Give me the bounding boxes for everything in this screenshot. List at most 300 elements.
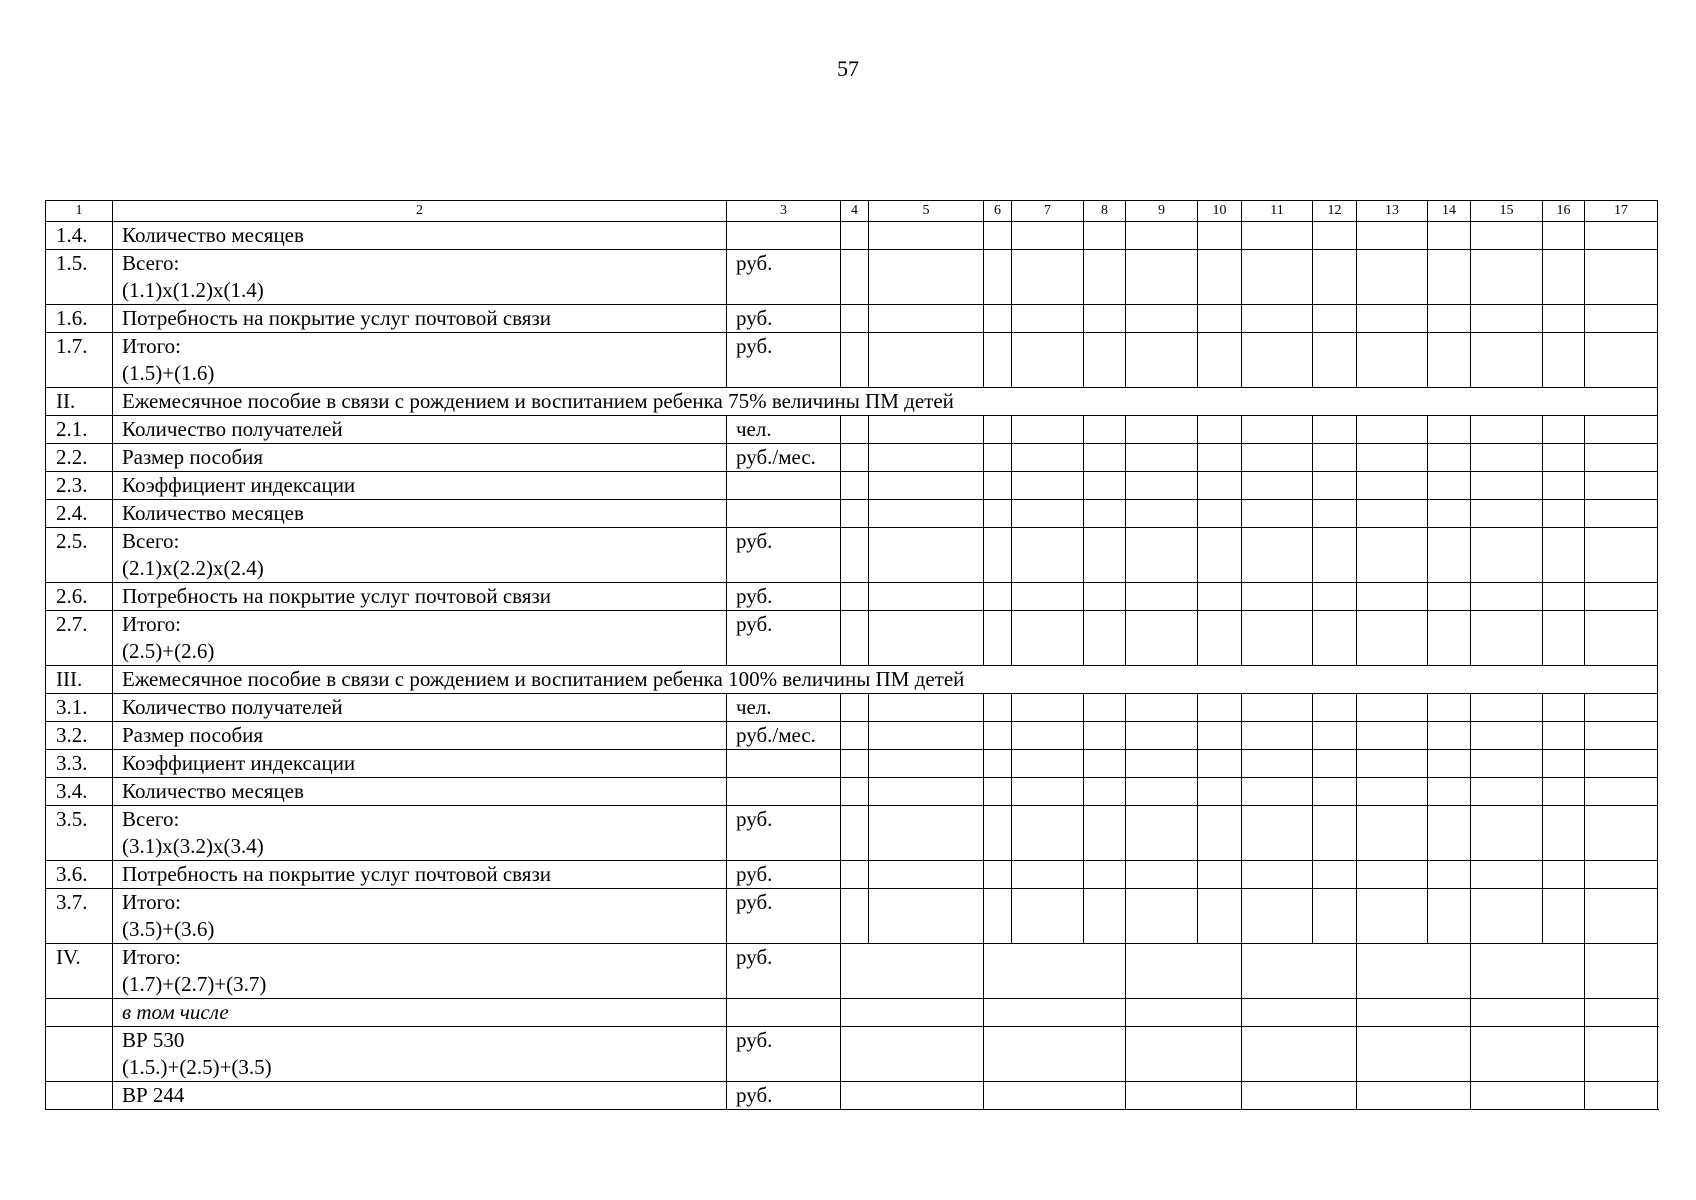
table-row <box>46 750 1658 778</box>
row-label: Коэффициент индексации <box>122 473 356 497</box>
header-cell: 2 <box>113 201 727 222</box>
merged-value-cell <box>1126 1082 1242 1110</box>
value-cell <box>1242 444 1313 472</box>
row-label: в том числе <box>122 1000 229 1024</box>
value-cell <box>1084 333 1126 388</box>
value-cell <box>1471 722 1543 750</box>
row-description <box>113 250 727 305</box>
value-cell <box>1012 250 1084 305</box>
value-cell <box>984 611 1012 666</box>
row-unit <box>727 222 841 250</box>
value-cell <box>1242 861 1313 889</box>
row-unit: руб. <box>727 611 841 666</box>
row-label: Итого: <box>122 945 181 969</box>
header-cell: 4 <box>841 201 869 222</box>
value-cell <box>841 305 869 333</box>
value-cell <box>1471 750 1543 778</box>
table-row <box>46 222 1658 250</box>
table-row <box>46 778 1658 806</box>
row-formula: (1.5)+(1.6) <box>122 361 215 385</box>
value-cell <box>1585 500 1658 528</box>
row-number: 3.3. <box>46 750 113 778</box>
value-cell <box>984 528 1012 583</box>
table-row <box>46 333 1658 388</box>
value-cell <box>1585 750 1658 778</box>
value-cell <box>1543 528 1585 583</box>
page-number: 57 <box>837 56 859 81</box>
value-cell <box>1126 444 1198 472</box>
row-unit <box>727 999 841 1027</box>
value-cell <box>1428 500 1471 528</box>
row-number: 3.4. <box>46 778 113 806</box>
value-cell <box>1471 222 1543 250</box>
value-cell <box>1428 444 1471 472</box>
value-cell <box>1585 333 1658 388</box>
value-cell <box>1084 722 1126 750</box>
value-cell <box>1126 416 1198 444</box>
value-cell <box>1126 500 1198 528</box>
merged-value-cell <box>984 944 1126 999</box>
header-cell: 16 <box>1543 201 1585 222</box>
value-cell <box>1012 806 1084 861</box>
header-row <box>46 201 1658 222</box>
row-description <box>113 528 727 583</box>
value-cell <box>1471 250 1543 305</box>
value-cell <box>1012 222 1084 250</box>
value-cell <box>1357 472 1428 500</box>
value-cell <box>1242 583 1313 611</box>
row-description <box>113 416 727 444</box>
value-cell <box>1428 778 1471 806</box>
row-description <box>113 305 727 333</box>
row-label: ВР 244 <box>122 1083 185 1107</box>
header-cell: 8 <box>1084 201 1126 222</box>
row-description <box>113 500 727 528</box>
value-cell <box>1357 722 1428 750</box>
value-cell <box>1012 500 1084 528</box>
row-number: 2.6. <box>46 583 113 611</box>
merged-value-cell <box>1242 1027 1357 1082</box>
merged-value-cell <box>1242 999 1357 1027</box>
table-row <box>46 444 1658 472</box>
value-cell <box>869 889 984 944</box>
value-cell <box>1543 611 1585 666</box>
value-cell <box>1585 889 1658 944</box>
merged-value-cell <box>1585 944 1658 999</box>
value-cell <box>1471 305 1543 333</box>
table-row <box>46 1027 1658 1082</box>
value-cell <box>1428 722 1471 750</box>
value-cell <box>1357 806 1428 861</box>
row-description <box>113 750 727 778</box>
row-number: 1.4. <box>46 222 113 250</box>
value-cell <box>1313 694 1357 722</box>
merged-value-cell <box>1126 999 1242 1027</box>
table-row <box>46 1082 1658 1110</box>
row-formula: (1.5.)+(2.5)+(3.5) <box>122 1055 272 1079</box>
value-cell <box>1428 806 1471 861</box>
row-number: 1.5. <box>46 250 113 305</box>
row-label: Всего: <box>122 807 180 831</box>
value-cell <box>1084 472 1126 500</box>
row-label: Количество месяцев <box>122 779 304 803</box>
value-cell <box>984 806 1012 861</box>
value-cell <box>1126 694 1198 722</box>
header-cell: 9 <box>1126 201 1198 222</box>
value-cell <box>841 416 869 444</box>
value-cell <box>869 305 984 333</box>
value-cell <box>1313 611 1357 666</box>
row-unit: руб. <box>727 1082 841 1110</box>
value-cell <box>1012 444 1084 472</box>
row-description <box>113 1082 727 1110</box>
row-number: 1.6. <box>46 305 113 333</box>
row-unit: руб. <box>727 333 841 388</box>
value-cell <box>984 416 1012 444</box>
value-cell <box>1012 416 1084 444</box>
value-cell <box>1585 528 1658 583</box>
report-table <box>45 200 1658 1110</box>
row-description <box>113 694 727 722</box>
row-label: Размер пособия <box>122 445 264 469</box>
value-cell <box>1084 611 1126 666</box>
value-cell <box>1428 528 1471 583</box>
value-cell <box>1428 222 1471 250</box>
value-cell <box>1357 694 1428 722</box>
value-cell <box>1198 778 1242 806</box>
row-number: 2.4. <box>46 500 113 528</box>
value-cell <box>1313 416 1357 444</box>
value-cell <box>841 583 869 611</box>
value-cell <box>869 444 984 472</box>
row-formula: (1.1)x(1.2)x(1.4) <box>122 278 264 302</box>
value-cell <box>869 472 984 500</box>
value-cell <box>1242 750 1313 778</box>
value-cell <box>841 722 869 750</box>
value-cell <box>869 250 984 305</box>
value-cell <box>1126 722 1198 750</box>
value-cell <box>1084 528 1126 583</box>
value-cell <box>1428 472 1471 500</box>
row-unit <box>727 778 841 806</box>
value-cell <box>1313 250 1357 305</box>
value-cell <box>1313 444 1357 472</box>
value-cell <box>1428 583 1471 611</box>
value-cell <box>1084 305 1126 333</box>
merged-value-cell <box>1357 1027 1471 1082</box>
value-cell <box>1012 861 1084 889</box>
row-unit: чел. <box>727 416 841 444</box>
row-label: Потребность на покрытие услуг почтовой связи <box>122 306 551 330</box>
value-cell <box>1313 222 1357 250</box>
value-cell <box>1357 250 1428 305</box>
value-cell <box>869 722 984 750</box>
value-cell <box>1126 889 1198 944</box>
value-cell <box>1313 722 1357 750</box>
row-formula: (3.5)+(3.6) <box>122 917 215 941</box>
row-number: 2.7. <box>46 611 113 666</box>
value-cell <box>841 861 869 889</box>
table-row <box>46 416 1658 444</box>
value-cell <box>1242 722 1313 750</box>
value-cell <box>1126 750 1198 778</box>
value-cell <box>1012 472 1084 500</box>
value-cell <box>1084 250 1126 305</box>
value-cell <box>1012 722 1084 750</box>
row-unit: чел. <box>727 694 841 722</box>
value-cell <box>1242 250 1313 305</box>
value-cell <box>984 750 1012 778</box>
row-description <box>113 583 727 611</box>
value-cell <box>1585 694 1658 722</box>
table-row <box>46 528 1658 583</box>
value-cell <box>841 778 869 806</box>
row-formula: (3.1)x(3.2)x(3.4) <box>122 834 264 858</box>
value-cell <box>1471 611 1543 666</box>
value-cell <box>1198 250 1242 305</box>
row-description <box>113 444 727 472</box>
value-cell <box>1471 889 1543 944</box>
value-cell <box>1357 583 1428 611</box>
merged-value-cell <box>1585 1027 1658 1082</box>
merged-value-cell <box>841 1082 984 1110</box>
table-row <box>46 722 1658 750</box>
value-cell <box>1242 778 1313 806</box>
value-cell <box>869 416 984 444</box>
value-cell <box>1585 472 1658 500</box>
merged-value-cell <box>1585 1082 1658 1110</box>
value-cell <box>1198 500 1242 528</box>
value-cell <box>1198 694 1242 722</box>
row-label: Количество получателей <box>122 695 343 719</box>
value-cell <box>841 333 869 388</box>
header-cell: 15 <box>1471 201 1543 222</box>
value-cell <box>1313 333 1357 388</box>
value-cell <box>869 694 984 722</box>
value-cell <box>1428 694 1471 722</box>
merged-value-cell <box>984 999 1126 1027</box>
value-cell <box>1242 416 1313 444</box>
value-cell <box>1126 333 1198 388</box>
row-label: Количество получателей <box>122 417 343 441</box>
value-cell <box>1126 305 1198 333</box>
value-cell <box>1428 861 1471 889</box>
value-cell <box>1471 694 1543 722</box>
value-cell <box>1126 250 1198 305</box>
table-row <box>46 500 1658 528</box>
row-number: 2.1. <box>46 416 113 444</box>
merged-value-cell <box>841 999 984 1027</box>
value-cell <box>841 750 869 778</box>
value-cell <box>1428 250 1471 305</box>
value-cell <box>869 750 984 778</box>
value-cell <box>1543 444 1585 472</box>
row-number <box>46 1082 113 1110</box>
value-cell <box>1242 500 1313 528</box>
merged-value-cell <box>1471 944 1585 999</box>
row-number: 2.5. <box>46 528 113 583</box>
header-cell: 13 <box>1357 201 1428 222</box>
value-cell <box>1585 806 1658 861</box>
value-cell <box>1471 416 1543 444</box>
row-number: 1.7. <box>46 333 113 388</box>
value-cell <box>869 611 984 666</box>
table-row <box>46 889 1658 944</box>
value-cell <box>1543 333 1585 388</box>
row-unit: руб. <box>727 861 841 889</box>
value-cell <box>1084 416 1126 444</box>
value-cell <box>1357 333 1428 388</box>
value-cell <box>1012 889 1084 944</box>
value-cell <box>1126 861 1198 889</box>
merged-value-cell <box>1471 1082 1585 1110</box>
row-unit: руб. <box>727 806 841 861</box>
row-number <box>46 1027 113 1082</box>
row-description <box>113 222 727 250</box>
value-cell <box>1313 750 1357 778</box>
value-cell <box>1126 528 1198 583</box>
value-cell <box>1012 694 1084 722</box>
row-label: Размер пособия <box>122 723 264 747</box>
row-label: Всего: <box>122 529 180 553</box>
value-cell <box>1126 806 1198 861</box>
row-label: Количество месяцев <box>122 501 304 525</box>
value-cell <box>869 222 984 250</box>
value-cell <box>1585 611 1658 666</box>
value-cell <box>1357 889 1428 944</box>
value-cell <box>841 444 869 472</box>
value-cell <box>1012 305 1084 333</box>
value-cell <box>1198 889 1242 944</box>
value-cell <box>1543 722 1585 750</box>
value-cell <box>1198 806 1242 861</box>
row-unit: руб. <box>727 889 841 944</box>
value-cell <box>1084 889 1126 944</box>
header-cell: 14 <box>1428 201 1471 222</box>
table-row <box>46 583 1658 611</box>
row-number: 2.2. <box>46 444 113 472</box>
value-cell <box>1126 583 1198 611</box>
value-cell <box>841 611 869 666</box>
row-number: III. <box>46 666 113 694</box>
value-cell <box>1428 333 1471 388</box>
value-cell <box>1313 806 1357 861</box>
value-cell <box>1242 528 1313 583</box>
value-cell <box>1357 500 1428 528</box>
row-description <box>113 778 727 806</box>
value-cell <box>1357 444 1428 472</box>
value-cell <box>841 528 869 583</box>
value-cell <box>1313 500 1357 528</box>
row-description <box>113 472 727 500</box>
header-cell: 10 <box>1198 201 1242 222</box>
value-cell <box>984 222 1012 250</box>
merged-value-cell <box>984 1082 1126 1110</box>
value-cell <box>1313 778 1357 806</box>
merged-value-cell <box>1242 1082 1357 1110</box>
value-cell <box>1012 333 1084 388</box>
value-cell <box>1428 750 1471 778</box>
row-description <box>113 806 727 861</box>
row-description <box>113 944 727 999</box>
value-cell <box>1084 583 1126 611</box>
value-cell <box>1313 583 1357 611</box>
value-cell <box>1126 611 1198 666</box>
row-label: Коэффициент индексации <box>122 751 356 775</box>
value-cell <box>1357 416 1428 444</box>
value-cell <box>1242 305 1313 333</box>
value-cell <box>869 528 984 583</box>
value-cell <box>1357 305 1428 333</box>
header-cell: 11 <box>1242 201 1313 222</box>
value-cell <box>1242 472 1313 500</box>
value-cell <box>1357 222 1428 250</box>
value-cell <box>1313 889 1357 944</box>
value-cell <box>869 333 984 388</box>
value-cell <box>841 472 869 500</box>
table-row <box>46 999 1658 1027</box>
row-unit: руб. <box>727 250 841 305</box>
value-cell <box>1585 222 1658 250</box>
value-cell <box>1543 694 1585 722</box>
header-cell: 3 <box>727 201 841 222</box>
merged-value-cell <box>1585 999 1658 1027</box>
value-cell <box>1543 778 1585 806</box>
header-cell: 5 <box>869 201 984 222</box>
value-cell <box>1585 416 1658 444</box>
table-row <box>46 694 1658 722</box>
value-cell <box>1084 222 1126 250</box>
row-number: 3.1. <box>46 694 113 722</box>
value-cell <box>1471 500 1543 528</box>
value-cell <box>1543 806 1585 861</box>
row-description <box>113 722 727 750</box>
value-cell <box>1357 528 1428 583</box>
value-cell <box>1084 750 1126 778</box>
value-cell <box>1313 861 1357 889</box>
value-cell <box>984 778 1012 806</box>
value-cell <box>1543 222 1585 250</box>
section-row <box>46 666 1658 694</box>
value-cell <box>1543 472 1585 500</box>
value-cell <box>1543 416 1585 444</box>
value-cell <box>1198 583 1242 611</box>
merged-value-cell <box>1126 944 1242 999</box>
value-cell <box>869 778 984 806</box>
value-cell <box>1471 583 1543 611</box>
value-cell <box>1198 444 1242 472</box>
table-row <box>46 250 1658 305</box>
value-cell <box>1198 222 1242 250</box>
value-cell <box>869 806 984 861</box>
header-cell: 1 <box>46 201 113 222</box>
value-cell <box>1198 722 1242 750</box>
value-cell <box>1543 583 1585 611</box>
value-cell <box>1471 528 1543 583</box>
value-cell <box>984 472 1012 500</box>
row-unit <box>727 472 841 500</box>
value-cell <box>1084 500 1126 528</box>
value-cell <box>1126 472 1198 500</box>
value-cell <box>984 305 1012 333</box>
value-cell <box>1126 778 1198 806</box>
value-cell <box>1357 750 1428 778</box>
value-cell <box>1471 472 1543 500</box>
value-cell <box>1357 778 1428 806</box>
value-cell <box>841 500 869 528</box>
value-cell <box>984 722 1012 750</box>
merged-value-cell <box>1357 944 1471 999</box>
